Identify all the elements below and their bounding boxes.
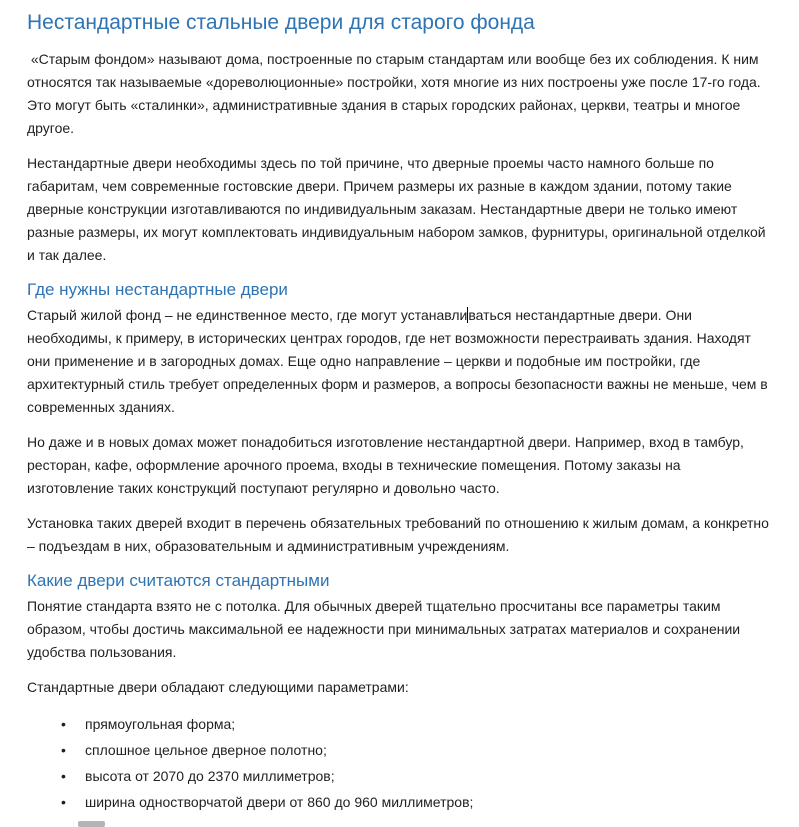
text-before-caret: Старый жилой фонд – не единственное место, где могут устанавли [27,307,468,323]
bullet-icon: • [61,768,66,784]
section-heading-where[interactable]: Где нужны нестандартные двери [27,280,288,299]
list-item-text: прямоугольная форма; [85,716,236,732]
list-item[interactable] [27,711,771,737]
paragraph-where-2[interactable]: Но даже и в новых домах может понадобиться изготовление нестандартной двери. Например, вход в тамбур, ресторан, кафе, оформление арочного проема, входы в технические помещения. Потому заказы на изготовление таких конструкций поступают регулярно и довольно часто. [27,434,748,496]
list-item[interactable] [27,763,771,789]
list-item[interactable] [27,737,771,763]
paragraph-intro-2[interactable]: Нестандартные двери необходимы здесь по той причине, что дверные проемы часто намного больше по габаритам, чем современные гостовские двери. Причем размеры их разные в каждом здании, потому такие дверные конструкции изготавливаются по индивидуальным заказам. Нестандартные двери не только имеют разные размеры, их могут комплектовать индивидуальным набором замков, фурнитуры, оригинальной отделкой и так далее. [27,155,770,263]
list-item-text: высота от 2070 до 2370 миллиметров; [85,768,335,784]
bullet-icon: • [61,742,66,758]
paragraph-where-1[interactable] [27,304,771,419]
paragraph-where-3[interactable]: Установка таких дверей входит в перечень обязательных требований по отношению к жилым домам, а конкретно – подъездам в них, образовательным и административным учреждениям. [27,515,773,554]
document-title[interactable]: Нестандартные стальные двери для старого фонда [27,11,535,34]
list-item-text: ширина одностворчатой двери от 860 до 960 миллиметров; [85,794,474,810]
bullet-icon: • [61,716,66,732]
clipped-text-fragment [78,821,105,827]
paragraph-intro-1[interactable]: «Старым фондом» называют дома, построенные по старым стандартам или вообще без их соблюдения. К ним относятся так называемые «дореволюционные» постройки, хотя многие из них построены уже после 17-го года. Это могут быть «сталинки», административные здания в старых городских районах, церкви, театры и многое другое. [27,51,765,136]
bullet-list [27,711,771,815]
text-after-caret: ваться нестандартные двери. Они необходимы, к примеру, в исторических центрах городов, где нет возможности перестраивать здания. Находят они применение и в загородных домах. Еще одно направление – церкви и подобные им постройки, где архитектурный стиль требует определенных форм и размеров, а вопросы безопасности важны не меньше, чем в современных зданиях. [27,307,772,415]
list-item-text: сплошное цельное дверное полотно; [85,742,327,758]
list-item[interactable] [27,789,771,815]
paragraph-standard-1[interactable]: Понятие стандарта взято не с потолка. Для обычных дверей тщательно просчитаны все параметры таким образом, чтобы достичь максимальной ее надежности при минимальных затратах материалов и сохранении удобства пользования. [27,598,745,660]
paragraph-list-intro[interactable]: Стандартные двери обладают следующими параметрами: [27,679,409,695]
bullet-icon: • [61,794,66,810]
section-heading-standard[interactable]: Какие двери считаются стандартными [27,571,330,590]
